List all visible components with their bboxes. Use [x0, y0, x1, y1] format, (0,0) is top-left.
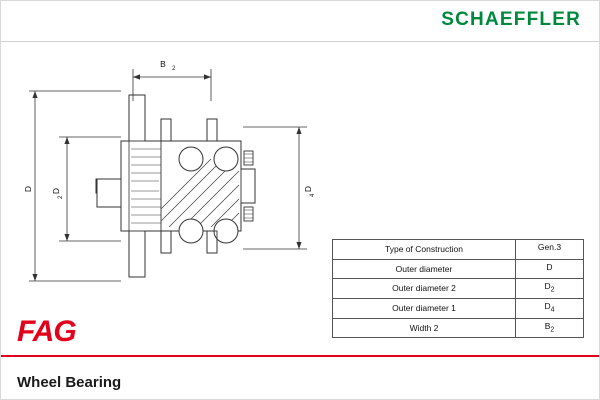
spec-value-text: D [544, 301, 551, 312]
drawing-svg [11, 49, 341, 329]
label-b2: B [160, 59, 166, 69]
spec-value [516, 279, 584, 299]
table-row [333, 259, 584, 279]
spec-label: Width 2 [333, 318, 516, 338]
spec-value [516, 259, 584, 279]
footer-divider [1, 355, 599, 357]
spec-value-sub: 2 [550, 287, 555, 295]
spec-value-text: Gen.3 [537, 242, 562, 252]
spec-value [516, 240, 584, 260]
table-row [333, 279, 584, 299]
header-divider [1, 41, 599, 42]
spec-value-sub: 4 [550, 306, 555, 314]
spec-value-text: D [544, 281, 551, 292]
product-title: Wheel Bearing [17, 374, 122, 391]
label-b2-sub: 2 [172, 66, 176, 72]
spec-label: Outer diameter 1 [333, 299, 516, 319]
spec-value [516, 318, 584, 338]
label-d2-sub: 2 [58, 195, 64, 199]
label-d4-sub: 4 [310, 193, 316, 197]
specification-table [332, 239, 584, 338]
schaeffler-logo: SCHAEFFLER [441, 9, 581, 30]
spec-label: Outer diameter [333, 259, 516, 279]
spec-value-text: B [544, 320, 551, 331]
label-d: D [23, 185, 33, 193]
label-d4: D [303, 185, 313, 193]
spec-value [516, 299, 584, 319]
bearing-technical-drawing [11, 49, 341, 329]
spec-value-text: D [546, 261, 553, 272]
spec-label: Type of Construction [333, 240, 516, 260]
label-d2: D [51, 187, 61, 195]
spec-value-sub: 2 [550, 326, 555, 334]
fag-logo: FAG [17, 315, 76, 348]
table-row [333, 240, 584, 260]
table-row [333, 299, 584, 319]
table-row [333, 318, 584, 338]
specification-table-body [333, 240, 584, 338]
spec-label: Outer diameter 2 [333, 279, 516, 299]
